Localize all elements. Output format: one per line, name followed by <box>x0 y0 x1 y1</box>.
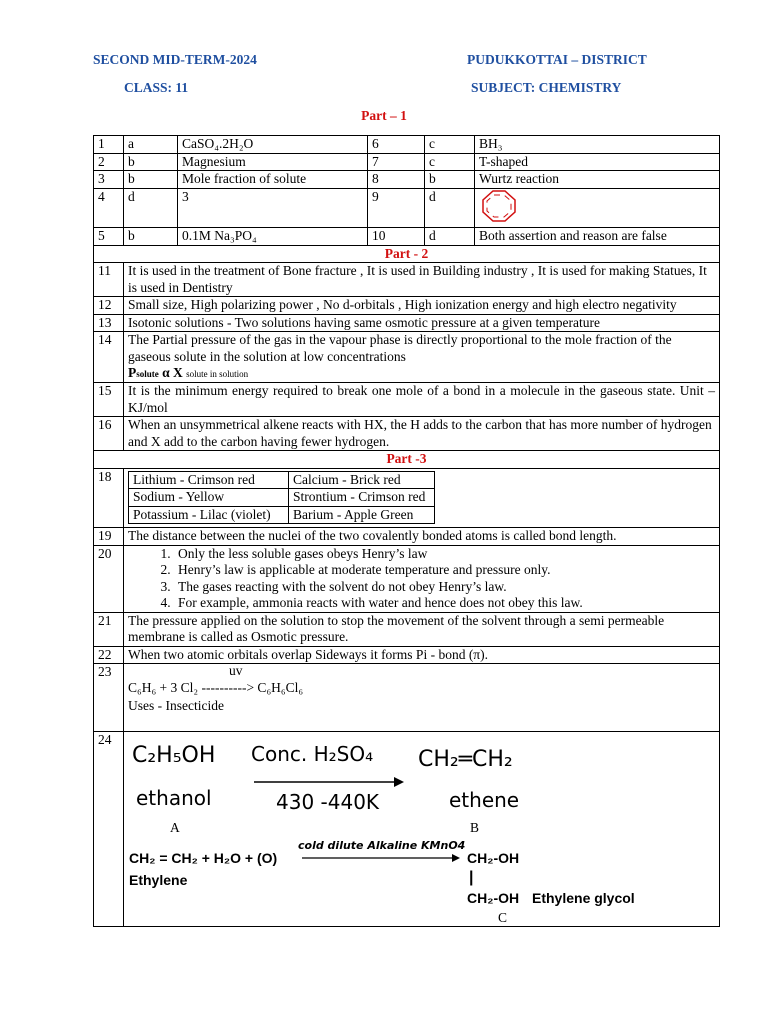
reaction-scheme <box>124 732 720 926</box>
henry-law-limitations-list <box>128 546 715 612</box>
question-number: 18 <box>94 468 124 528</box>
question-number: 23 <box>94 664 124 732</box>
part3-row <box>94 468 720 528</box>
question-number: 2 <box>94 153 124 171</box>
question-number: 14 <box>94 332 124 383</box>
answer-cell <box>124 732 720 927</box>
ethene-formula: CH₂═CH₂ <box>418 747 513 772</box>
temperature-condition: 430 -440K <box>276 790 380 814</box>
question-number: 1 <box>94 136 124 154</box>
answer-text: Magnesium <box>178 153 368 171</box>
part1-row <box>94 228 720 246</box>
cyclooctatetraene-structure-icon <box>479 189 519 223</box>
list-item: 1. Only the less soluble gases obeys Henry’s law <box>174 546 715 563</box>
question-number: 24 <box>94 732 124 927</box>
answer-option: b <box>124 153 178 171</box>
flame-colour-entry: Strontium - Crimson red <box>289 489 435 507</box>
glycol-top: CH₂-OH <box>467 850 520 866</box>
answer-text: Mole fraction of solute <box>178 171 368 189</box>
part2-row <box>94 314 720 332</box>
question-number: 7 <box>368 153 425 171</box>
list-item: 3. The gases reacting with the solvent do not obey Henry’s law. <box>174 579 715 596</box>
answer-cell <box>124 332 720 383</box>
answer-option: b <box>124 228 178 246</box>
answer-text: BH₃ <box>475 136 720 154</box>
answer-cell <box>124 545 720 612</box>
class-label: CLASS: 11 <box>124 80 189 95</box>
list-item: 4. For example, ammonia reacts with water and hence does not obey this law. <box>174 595 715 612</box>
question-number: 13 <box>94 314 124 332</box>
part3-row <box>94 646 720 664</box>
answer-option: c <box>425 136 475 154</box>
henry-law-formula: Psolute α X solute in solution <box>128 365 249 380</box>
answer-text: Isotonic solutions - Two solutions having same osmotic pressure at a given temperature <box>124 314 720 332</box>
question-number: 3 <box>94 171 124 189</box>
uv-condition: uv <box>229 663 243 678</box>
question-number: 11 <box>94 263 124 297</box>
part3-row <box>94 732 720 927</box>
part1-row <box>94 136 720 154</box>
answer-text: When an unsymmetrical alkene reacts with HX, the H adds to the carbon that has more number of hydrogen and X add to the carbon having fewer hydrogen. <box>124 417 720 451</box>
reaction-arrow-icon <box>302 852 460 864</box>
answer-text: 0.1M Na₃PO₄ <box>178 228 368 246</box>
flame-colour-entry: Calcium - Brick red <box>289 471 435 489</box>
question-number: 21 <box>94 612 124 646</box>
ethanol-formula: C₂H₅OH <box>132 743 216 768</box>
part3-row <box>94 528 720 546</box>
answer-text: Small size, High polarizing power , No d-orbitals , High ionization energy and high electro negativity <box>124 297 720 315</box>
reagent2-label: cold dilute Alkaline KMnO4 <box>298 839 466 852</box>
part2-row <box>94 263 720 297</box>
answer-option: d <box>425 188 475 228</box>
question-number: 4 <box>94 188 124 228</box>
part2-row <box>94 332 720 383</box>
answer-text: The pressure applied on the solution to stop the movement of the solvent through a semi permeable membrane is called as Osmotic pressure. <box>124 612 720 646</box>
flame-colour-table <box>128 471 435 525</box>
part1-row <box>94 188 720 228</box>
part3-row <box>94 664 720 732</box>
answer-text: It is used in the treatment of Bone fracture , It is used in Building industry , It is used for making Statues, It is used in Dentistry <box>124 263 720 297</box>
bond-bar: | <box>469 869 474 886</box>
ethanol-name: ethanol <box>136 786 212 810</box>
part1-title: Part – 1 <box>361 108 407 123</box>
part3-row <box>94 612 720 646</box>
flame-colour-entry: Barium - Apple Green <box>289 506 435 524</box>
flame-colour-entry: Sodium - Yellow <box>129 489 289 507</box>
answer-text: T-shaped <box>475 153 720 171</box>
question-number: 19 <box>94 528 124 546</box>
question-number: 15 <box>94 383 124 417</box>
ethene-name: ethene <box>449 788 520 812</box>
part2-title: Part - 2 <box>94 245 720 263</box>
part3-row <box>94 545 720 612</box>
part1-row <box>94 153 720 171</box>
answer-text: The distance between the nuclei of the two covalently bonded atoms is called bond length. <box>124 528 720 546</box>
answer-option: d <box>425 228 475 246</box>
question-number: 16 <box>94 417 124 451</box>
subject-label: SUBJECT: CHEMISTRY <box>471 80 622 95</box>
answer-text: CaSO₄.2H₂O <box>178 136 368 154</box>
flame-colour-entry: Lithium - Crimson red <box>129 471 289 489</box>
list-item: 2. Henry’s law is applicable at moderate temperature and pressure only. <box>174 562 715 579</box>
question-number: 8 <box>368 171 425 189</box>
answer-text: The Partial pressure of the gas in the vapour phase is directly proportional to the mole fraction of the gaseous solute in the solution at low concentrations <box>128 332 672 364</box>
answer-text: 3 <box>178 188 368 228</box>
answer-text: Wurtz reaction <box>475 171 720 189</box>
answer-text: Both assertion and reason are false <box>475 228 720 246</box>
answer-text: When two atomic orbitals overlap Sideways it forms Pi - bond (π). <box>124 646 720 664</box>
answer-option: b <box>124 171 178 189</box>
answer-option: a <box>124 136 178 154</box>
glycol-bottom: CH₂-OH <box>467 890 520 906</box>
exam-title: SECOND MID-TERM-2024 <box>93 52 257 67</box>
answer-structure <box>475 188 720 228</box>
answer-text: It is the minimum energy required to break one mole of a bond in a molecule in the gaseous state. Unit – KJ/mol <box>124 383 720 417</box>
ethylene-equation: CH₂ = CH₂ + H₂O + (O) <box>129 850 278 866</box>
glycol-name: Ethylene glycol <box>532 890 635 906</box>
district-title: PUDUKKOTTAI – DISTRICT <box>467 52 647 67</box>
question-number: 12 <box>94 297 124 315</box>
part1-row <box>94 171 720 189</box>
answer-cell <box>124 664 720 732</box>
label-a: A <box>170 820 180 835</box>
question-number: 5 <box>94 228 124 246</box>
question-number: 22 <box>94 646 124 664</box>
ethylene-name: Ethylene <box>129 872 188 888</box>
answer-option: b <box>425 171 475 189</box>
part2-row <box>94 297 720 315</box>
label-b: B <box>470 820 480 835</box>
part3-title: Part -3 <box>94 451 720 469</box>
answer-option: d <box>124 188 178 228</box>
answer-key-table <box>93 135 720 927</box>
reagent-label: Conc. H₂SO₄ <box>251 742 374 766</box>
answer-cell <box>124 468 720 528</box>
uses-text: Uses - Insecticide <box>128 698 224 713</box>
question-number: 9 <box>368 188 425 228</box>
reaction-arrow-icon <box>254 776 404 788</box>
label-c: C <box>498 910 508 925</box>
answer-option: c <box>425 153 475 171</box>
question-number: 6 <box>368 136 425 154</box>
part2-row <box>94 383 720 417</box>
question-number: 20 <box>94 545 124 612</box>
flame-colour-entry: Potassium - Lilac (violet) <box>129 506 289 524</box>
chlorination-equation: C₆H₆ + 3 Cl₂ ----------> C₆H₆Cl₆ <box>128 680 304 695</box>
question-number: 10 <box>368 228 425 246</box>
part2-row <box>94 417 720 451</box>
